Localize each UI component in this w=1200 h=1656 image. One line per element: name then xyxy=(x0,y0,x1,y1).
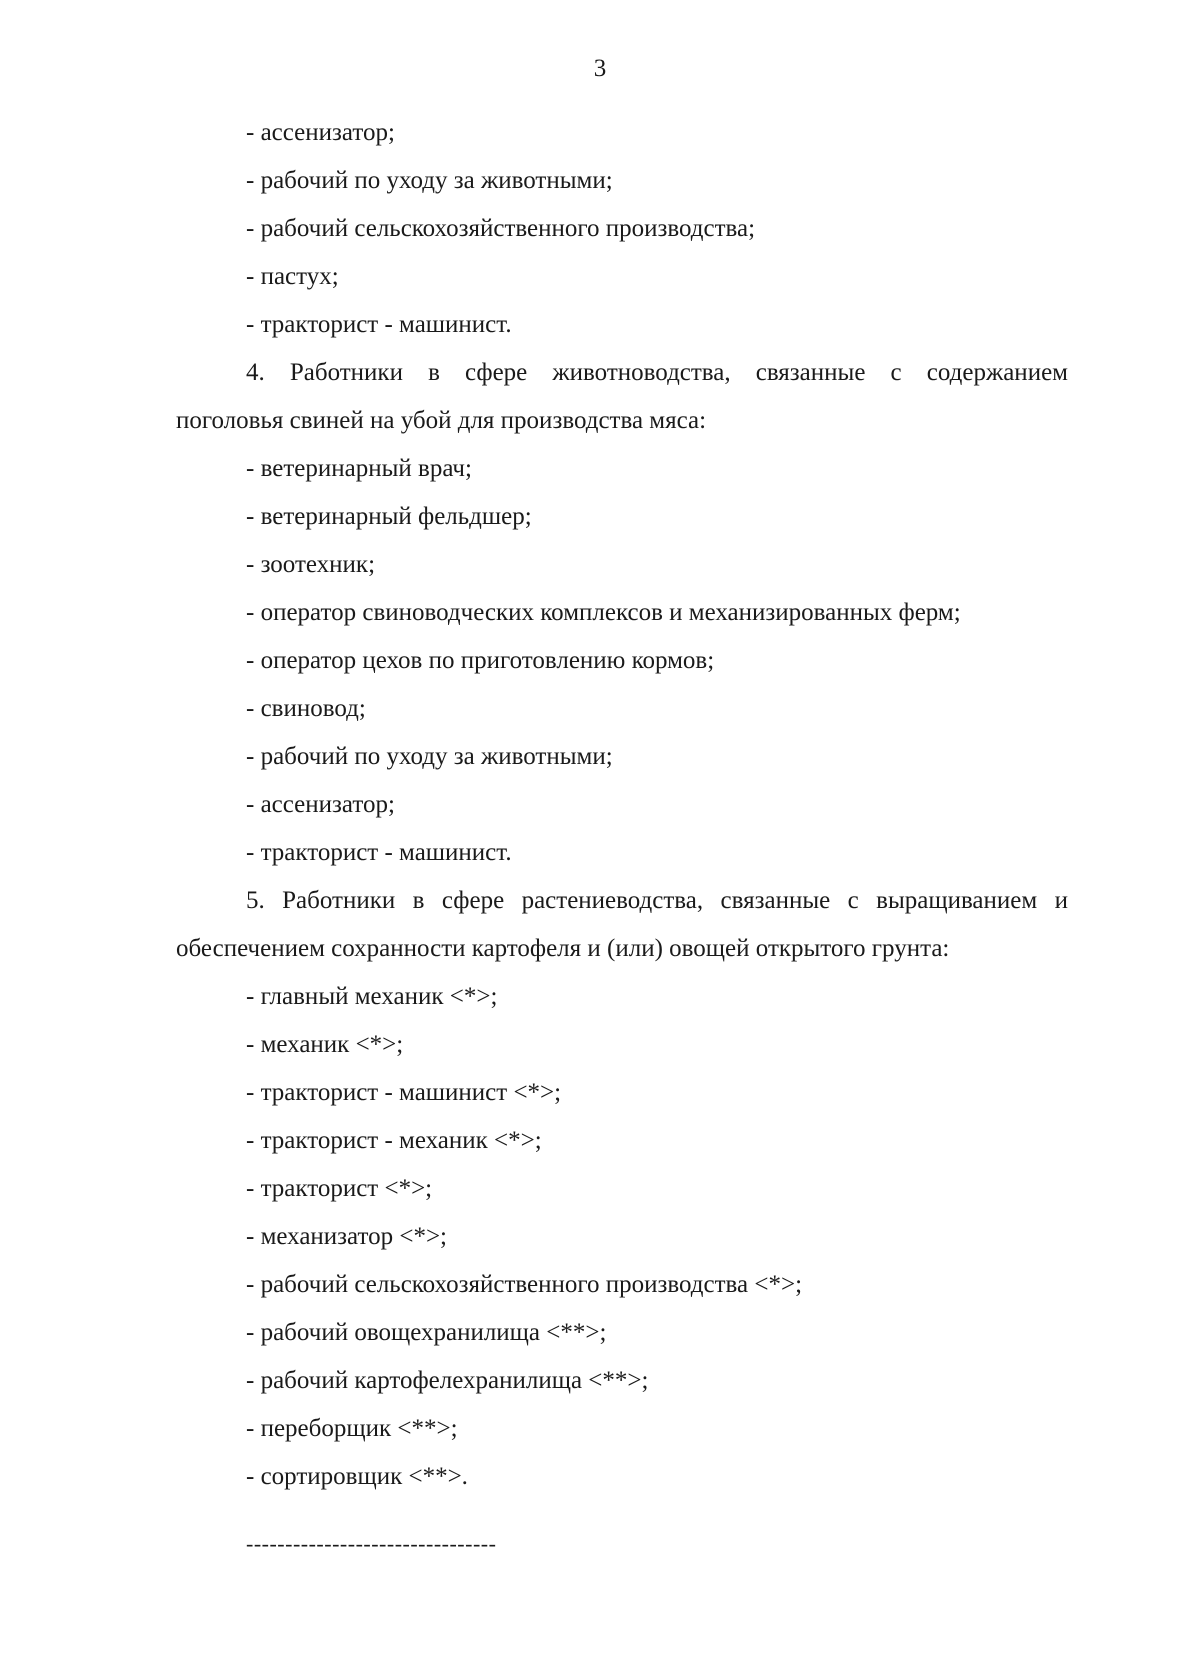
list-item: - ветеринарный фельдшер; xyxy=(246,503,532,530)
list-item: - пастух; xyxy=(246,263,339,290)
list-item: - тракторист - механик <*>; xyxy=(246,1127,542,1154)
section-5-heading: 5. Работники в сфере растениеводства, связанные с выращиванием и xyxy=(246,887,1068,914)
list-item: - оператор свиноводческих комплексов и механизированных ферм; xyxy=(246,599,961,626)
list-item: - тракторист - машинист <*>; xyxy=(246,1079,562,1106)
list-item: - рабочий сельскохозяйственного производства; xyxy=(246,215,756,242)
list-item: - механизатор <*>; xyxy=(246,1223,448,1250)
list-item: - тракторист - машинист. xyxy=(246,311,512,338)
list-item: - переборщик <**>; xyxy=(246,1415,458,1442)
section-5-heading-continuation: обеспечением сохранности картофеля и (или) овощей открытого грунта: xyxy=(176,935,950,962)
page-number: 3 xyxy=(593,55,607,82)
list-item: - свиновод; xyxy=(246,695,366,722)
list-item: - зоотехник; xyxy=(246,551,376,578)
list-item: - ветеринарный врач; xyxy=(246,455,472,482)
list-item: - рабочий овощехранилища <**>; xyxy=(246,1319,607,1346)
list-item: - механик <*>; xyxy=(246,1031,404,1058)
list-item: - сортировщик <**>. xyxy=(246,1463,468,1490)
list-item: - ассенизатор; xyxy=(246,791,395,818)
section-4-heading: 4. Работники в сфере животноводства, связанные с содержанием xyxy=(246,359,1068,386)
list-item: - рабочий по уходу за животными; xyxy=(246,167,613,194)
list-item: - рабочий сельскохозяйственного производства <*>; xyxy=(246,1271,803,1298)
list-item: - рабочий по уходу за животными; xyxy=(246,743,613,770)
list-item: - ассенизатор; xyxy=(246,119,395,146)
list-item: - рабочий картофелехранилища <**>; xyxy=(246,1367,649,1394)
list-item: - тракторист - машинист. xyxy=(246,839,512,866)
section-4-heading-continuation: поголовья свиней на убой для производства мяса: xyxy=(176,407,707,434)
footnote-separator: -------------------------------- xyxy=(246,1531,497,1556)
list-item: - оператор цехов по приготовлению кормов; xyxy=(246,647,715,674)
list-item: - тракторист <*>; xyxy=(246,1175,433,1202)
list-item: - главный механик <*>; xyxy=(246,983,498,1010)
